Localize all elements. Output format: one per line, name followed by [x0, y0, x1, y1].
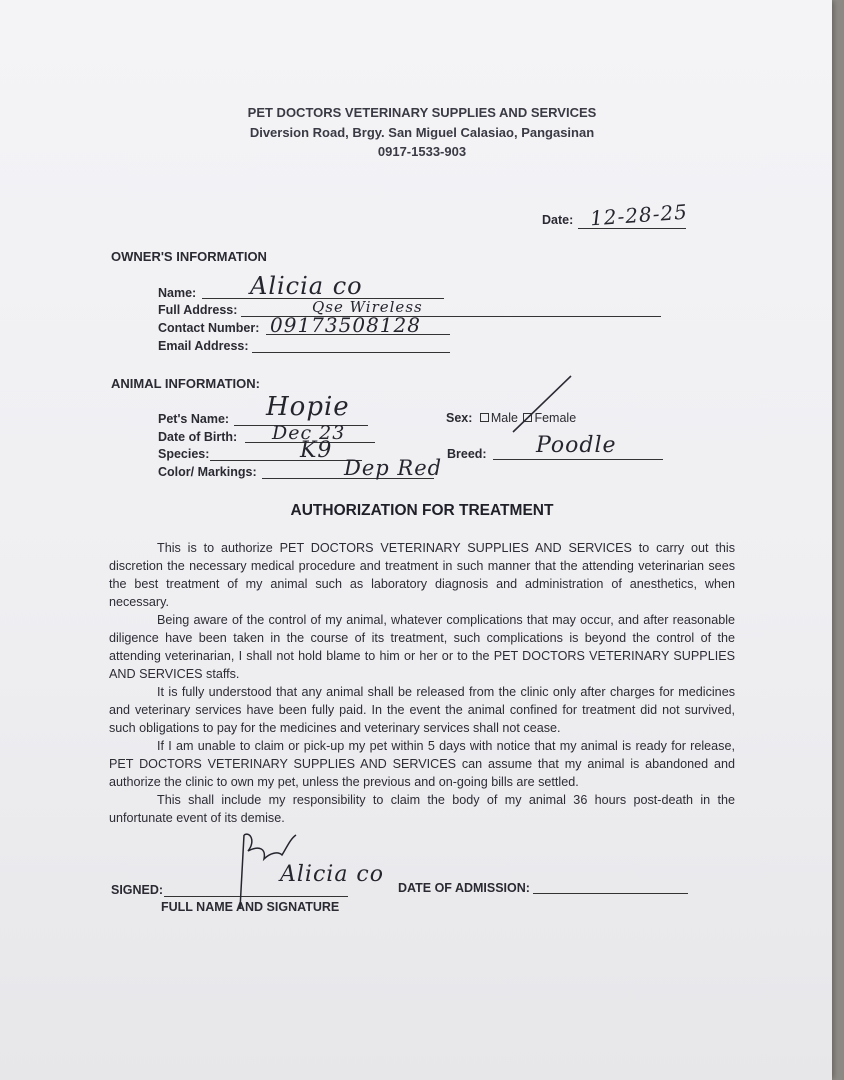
owner-section-heading: OWNER'S INFORMATION [111, 249, 267, 264]
owner-address-value[interactable]: Qse Wireless [312, 298, 423, 316]
breed-value[interactable]: Poodle [536, 433, 617, 458]
owner-email-line[interactable] [252, 352, 450, 353]
date-label: Date: [542, 213, 574, 227]
breed-line [493, 459, 663, 460]
animal-section-heading: ANIMAL INFORMATION: [111, 376, 260, 391]
authorization-body [109, 539, 735, 827]
owner-address-label: Full Address: [158, 303, 238, 317]
owner-name-label: Name: [158, 286, 197, 300]
authorization-paragraph: If I am unable to claim or pick-up my pet within 5 days with notice that my animal is ready for release, PET DOCTORS VETERINARY SUPPLIES AND SERVICES can assume that my animal is abandoned and authorize the clinic to own my pet, unless the previous and on-going bills are settled. [109, 739, 735, 789]
sex-label: Sex: [446, 411, 473, 425]
date-of-admission-label: DATE OF ADMISSION: [398, 881, 530, 895]
business-phone: 0917-1533-903 [377, 144, 467, 159]
signed-label: SIGNED: [111, 883, 164, 897]
dob-value[interactable]: Dec 23 [272, 422, 346, 444]
date-value[interactable]: 12-28-25 [589, 199, 689, 231]
breed-label: Breed: [447, 447, 487, 461]
male-checkbox-icon[interactable] [480, 413, 489, 422]
owner-contact-value[interactable]: 09173508128 [270, 313, 421, 337]
female-option: Female [534, 411, 577, 425]
male-option: Male [490, 411, 518, 425]
species-line [210, 460, 362, 461]
business-name: PET DOCTORS VETERINARY SUPPLIES AND SERVICES [247, 105, 597, 120]
business-address: Diversion Road, Brgy. San Miguel Calasiao, Pangasinan [249, 125, 595, 140]
owner-name-value[interactable]: Alicia co [250, 272, 363, 300]
authorization-title: AUTHORIZATION FOR TREATMENT [290, 502, 554, 519]
pet-name-label: Pet's Name: [158, 412, 230, 426]
authorization-paragraph: This is to authorize PET DOCTORS VETERINARY SUPPLIES AND SERVICES to carry out this discretion the necessary medical procedure and treatment in such manner that the attending veterinarian sees the best treatment of my animal such as laboratory diagnosis and administration of anesthetics, when necessary. [109, 541, 735, 609]
signer-name: Alicia co [280, 862, 384, 887]
owner-contact-label: Contact Number: [158, 321, 260, 335]
color-value[interactable]: Dep Red [344, 456, 443, 480]
female-check-mark-icon [505, 372, 585, 442]
authorization-paragraph: It is fully understood that any animal shall be released from the clinic only after charges for medicines and veterinary services have been fully paid. In the event the animal confined for treatment did not survived, such obligations to pay for the medicines and veterinary services shall not cease. [109, 685, 735, 735]
owner-email-label: Email Address: [158, 339, 249, 353]
color-label: Color/ Markings: [158, 465, 257, 479]
date-of-admission-line[interactable] [533, 893, 688, 894]
dob-label: Date of Birth: [158, 430, 238, 444]
species-value[interactable]: K9 [300, 438, 333, 463]
authorization-paragraph: Being aware of the control of my animal, whatever complications that may occur, and after reasonable diligence have been taken in the course of its treatment, such complications is beyond the control of the attending veterinarian, I shall not hold blame to him or her or to the PET DOCTORS VETERINARY SUPPLIES AND SERVICES staffs. [109, 613, 735, 681]
authorization-paragraph: This shall include my responsibility to claim the body of my animal 36 hours post-death in the unfortunate event of its demise. [109, 793, 735, 825]
pet-name-value[interactable]: Hopie [266, 392, 350, 422]
signature-caption: FULL NAME AND SIGNATURE [161, 900, 340, 914]
species-label: Species: [158, 447, 210, 461]
